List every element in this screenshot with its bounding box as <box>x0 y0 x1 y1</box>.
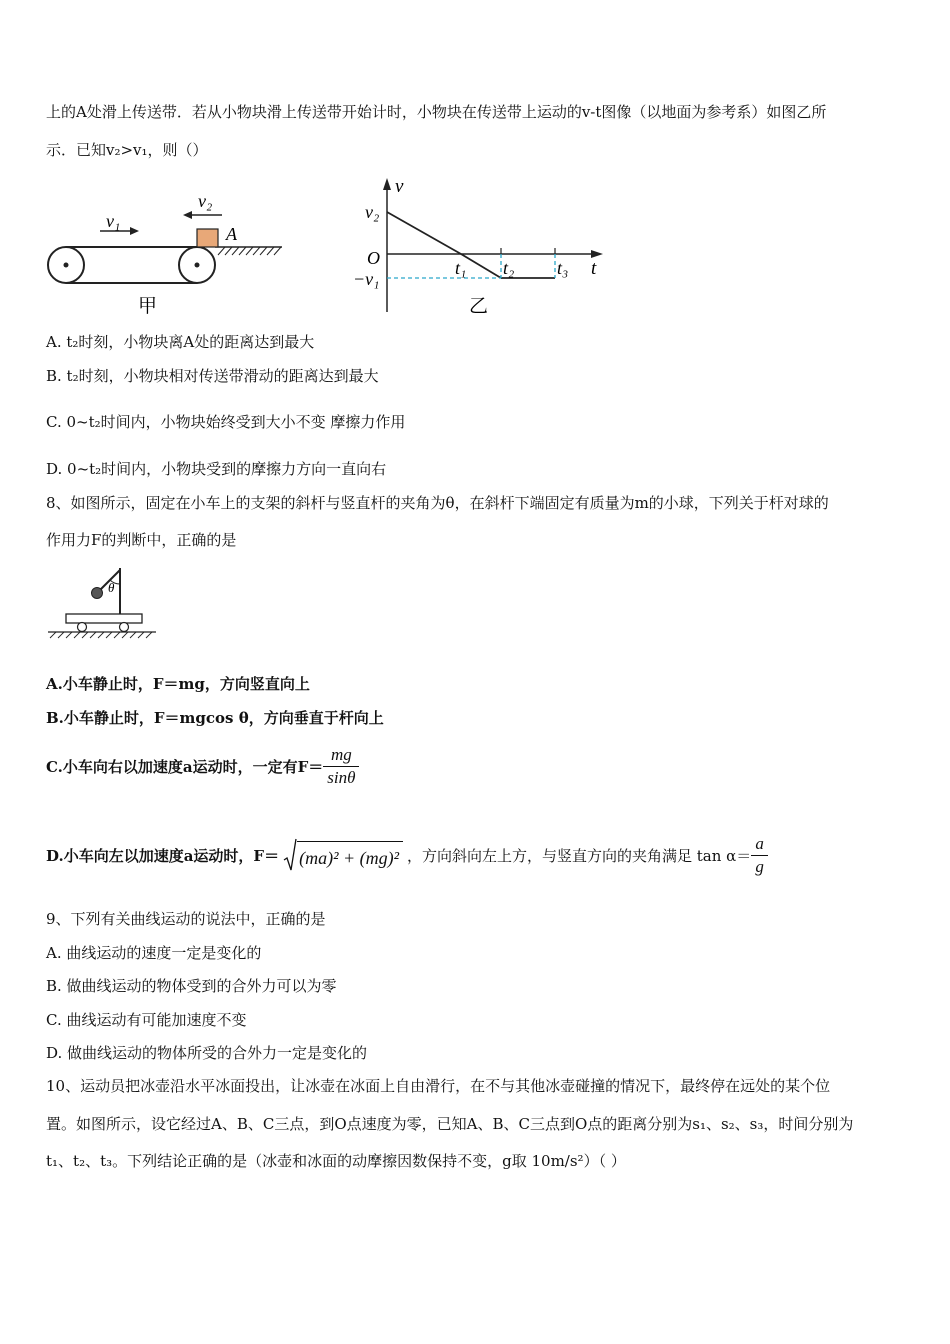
t1-tick-label: t₁ <box>455 258 467 278</box>
q9-stem: 9、下列有关曲线运动的说法中，正确的是 <box>46 910 326 928</box>
block-A <box>197 229 218 247</box>
q8-option-c-fraction <box>323 744 359 789</box>
graph-negative-segment <box>461 254 501 278</box>
cart-body <box>66 614 142 623</box>
q8-option-c-numerator: mg <box>330 744 352 764</box>
q8-option-d-sqrt <box>283 838 403 872</box>
v2-label: v₂ <box>198 191 213 211</box>
q7-option-b[interactable]: B. t₂时刻，小物块相对传送带滑动的距离达到最大 <box>46 367 379 385</box>
q8-option-d-numerator: a <box>755 833 764 853</box>
q10-stem-line-1: 10、运动员把冰壶沿水平冰面投出，让冰壶在冰面上自由滑行，在不与其他冰壶碰撞的情况下，最终停在远处的某个位 <box>46 1077 831 1095</box>
q8-option-d-denominator: g <box>751 855 768 878</box>
vt-graph-figure <box>345 172 615 322</box>
t3-tick-label: t₃ <box>557 258 569 278</box>
ball <box>92 588 103 599</box>
q10-stem-line-3: t₁、t₂、t₃。下列结论正确的是（冰壶和冰面的动摩擦因数保持不变，g取 10m/s²）（ ） <box>46 1152 626 1170</box>
q8-option-d[interactable] <box>46 825 768 885</box>
theta-label: θ <box>108 580 115 595</box>
conveyor-belt-figure <box>40 185 290 320</box>
point-A-label: A <box>226 224 237 244</box>
q8-option-a[interactable]: A.小车静止时，F＝mg，方向竖直向上 <box>46 675 310 693</box>
v-axis-label: v <box>395 176 404 197</box>
cart-wheel-left <box>78 623 87 632</box>
cart-figure <box>44 560 169 645</box>
q7-option-a[interactable]: A. t₂时刻，小物块离A处的距离达到最大 <box>46 333 315 351</box>
q7-option-c[interactable]: C. 0~t₂时间内，小物块始终受到大小不变 摩擦力作用 <box>46 413 406 431</box>
figure-yi-caption: 乙 <box>469 296 489 317</box>
q8-option-c-text: C.小车向右以加速度a运动时，一定有F＝ <box>46 757 324 776</box>
q8-option-d-radicand: (ma)² + (mg)² <box>297 841 403 872</box>
t-axis-label: t <box>591 258 597 279</box>
q7-stem-line-2: 示．已知v₂>v₁，则（） <box>46 141 208 159</box>
q9-option-c[interactable]: C. 曲线运动有可能加速度不变 <box>46 1011 247 1029</box>
q9-option-d[interactable]: D. 做曲线运动的物体所受的合外力一定是变化的 <box>46 1044 368 1062</box>
q8-option-d-text: D.小车向左以加速度a运动时，F＝ <box>46 846 280 865</box>
q8-stem-line-1: 8、如图所示，固定在小车上的支架的斜杆与竖直杆的夹角为θ，在斜杆下端固定有质量为m的小球，下列关于杆对球的 <box>46 494 829 512</box>
cart-wheel-right <box>120 623 129 632</box>
q8-option-d-mid: ，方向斜向左上方，与竖直方向的夹角满足 tan α＝ <box>407 846 752 865</box>
q9-option-b[interactable]: B. 做曲线运动的物体受到的合外力可以为零 <box>46 977 337 995</box>
q7-stem-line-1: 上的A处滑上传送带．若从小物块滑上传送带开始计时，小物块在传送带上运动的v-t图像（以地面为参考系）如图乙所 <box>46 103 827 121</box>
q8-option-d-fraction <box>751 833 768 878</box>
q8-stem-line-2: 作用力F的判断中，正确的是 <box>46 531 237 549</box>
graph-descending-segment <box>387 212 461 254</box>
v2-tick-label: v₂ <box>365 202 380 222</box>
q9-option-a[interactable]: A. 曲线运动的速度一定是变化的 <box>46 944 262 962</box>
v1-label: v₁ <box>106 211 121 231</box>
t2-tick-label: t₂ <box>503 258 515 278</box>
q7-option-d[interactable]: D. 0~t₂时间内，小物块受到的摩擦力方向一直向右 <box>46 460 387 478</box>
neg-v1-tick-label: −v₁ <box>353 269 380 289</box>
q8-option-c-denominator: sinθ <box>323 766 359 789</box>
figure-jia-caption: 甲 <box>138 296 158 317</box>
q10-stem-line-2: 置。如图所示，设它经过A、B、C三点，到O点速度为零，已知A、B、C三点到O点的距离分别为s₁、s₂、s₃，时间分别为 <box>46 1115 854 1133</box>
sqrt-sign-icon <box>283 838 297 872</box>
origin-label: O <box>367 248 380 268</box>
q8-option-c[interactable] <box>46 740 359 792</box>
q8-option-b[interactable]: B.小车静止时，F＝mgcos θ，方向垂直于杆向上 <box>46 709 384 727</box>
